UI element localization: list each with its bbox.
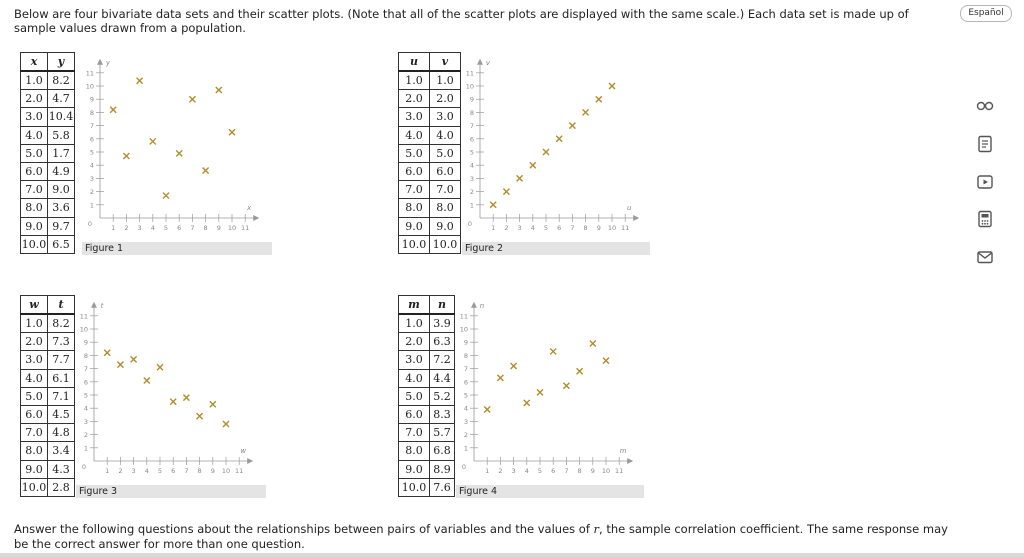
data-point (484, 407, 490, 413)
data-table-2 (398, 52, 461, 254)
x-tick-label: 5 (537, 467, 543, 475)
table-cell: 8.0 (430, 199, 461, 217)
table-cell: 5.0 (399, 144, 430, 162)
table-cell: 4.7 (48, 90, 75, 108)
data-point (144, 377, 150, 383)
x-tick-label: 2 (118, 467, 123, 475)
origin-label: 0 (81, 463, 87, 471)
video-icon[interactable] (975, 172, 995, 192)
table-cell: 9.0 (399, 217, 430, 235)
y-tick-label: 3 (83, 417, 88, 426)
table-cell: 3.0 (21, 108, 48, 126)
r-symbol: r (593, 522, 600, 536)
table-cell: 4.0 (21, 369, 48, 387)
x-tick-label: 1 (485, 467, 490, 475)
table-cell: 7.1 (48, 387, 75, 405)
table-cell: 5.0 (21, 387, 48, 405)
table-cell: 3.0 (430, 108, 461, 126)
data-point (583, 109, 589, 115)
data-point (490, 202, 496, 208)
table-cell: 9.0 (21, 460, 48, 478)
table-cell: 5.0 (399, 387, 430, 405)
x-tick-label: 6 (557, 224, 562, 232)
table-cell: 8.0 (21, 442, 48, 460)
table-cell: 4.8 (48, 424, 75, 442)
data-point (137, 78, 143, 84)
y-tick-label: 6 (83, 378, 88, 387)
x-tick-label: 7 (564, 467, 569, 475)
y-tick-label: 2 (83, 431, 88, 440)
y-tick-label: 10 (79, 325, 88, 334)
table-cell: 8.0 (21, 199, 48, 217)
table-cell: 4.4 (430, 369, 455, 387)
y-tick-label: 6 (469, 135, 474, 144)
scatter-plot-4 (454, 297, 654, 483)
x-tick-label: 4 (524, 467, 529, 475)
table-cell: 1.0 (21, 71, 48, 90)
y-tick-label: 7 (83, 365, 88, 374)
table-cell: 1.7 (48, 144, 75, 162)
x-tick-label: 3 (131, 467, 136, 475)
y-tick-label: 2 (469, 188, 474, 197)
table-cell: 10.0 (430, 235, 461, 253)
table-cell: 4.3 (48, 460, 75, 478)
table-cell: 5.7 (430, 424, 455, 442)
table-cell: 2.0 (430, 90, 461, 108)
x-tick-label: 6 (177, 224, 182, 232)
y-tick-label: 8 (463, 351, 468, 360)
y-tick-label: 2 (89, 188, 94, 197)
data-set-3 (20, 295, 272, 501)
x-tick-label: 8 (197, 467, 202, 475)
x-tick-label: 7 (570, 224, 575, 232)
data-set-1 (20, 52, 272, 258)
x-tick-label: 6 (551, 467, 556, 475)
y-tick-label: 5 (463, 391, 468, 400)
table-header-w: w (21, 296, 48, 315)
table-cell: 10.0 (399, 478, 430, 496)
y-axis-label: t (100, 301, 104, 310)
x-tick-label: 5 (157, 467, 163, 475)
table-cell: 5.0 (430, 144, 461, 162)
x-tick-label: 8 (577, 467, 582, 475)
y-tick-label: 1 (83, 444, 88, 453)
table-cell: 6.0 (399, 405, 430, 423)
table-cell: 7.2 (430, 351, 455, 369)
table-cell: 8.9 (430, 460, 455, 478)
x-axis-arrow (247, 458, 253, 464)
y-tick-label: 5 (89, 148, 94, 157)
table-cell: 3.0 (399, 108, 430, 126)
y-axis-arrow (97, 59, 103, 65)
x-tick-label: 11 (621, 224, 630, 232)
table-cell: 7.0 (399, 181, 430, 199)
y-tick-label: 3 (469, 174, 474, 183)
table-cell: 8.3 (430, 405, 455, 423)
data-point (596, 96, 602, 102)
table-cell: 5.8 (48, 126, 75, 144)
x-axis-label: x (247, 204, 252, 212)
espanol-button[interactable]: Español (960, 5, 1012, 22)
table-cell: 2.0 (399, 333, 430, 351)
data-point (569, 123, 575, 129)
figure-label-4: Figure 4 (456, 485, 644, 498)
table-cell: 1.0 (430, 71, 461, 90)
data-point (577, 368, 583, 374)
x-axis-arrow (627, 458, 633, 464)
figure-label-1: Figure 1 (82, 242, 272, 255)
glasses-icon[interactable] (975, 96, 995, 116)
table-cell: 2.0 (21, 333, 48, 351)
y-tick-label: 11 (79, 312, 88, 321)
data-point (609, 83, 615, 89)
table-cell: 3.0 (21, 351, 48, 369)
x-tick-label: 5 (543, 224, 549, 232)
table-cell: 7.6 (430, 478, 455, 496)
data-point (497, 375, 503, 381)
data-point (131, 356, 137, 362)
table-cell: 8.2 (48, 71, 75, 90)
y-tick-label: 4 (463, 404, 468, 413)
table-cell: 1.0 (399, 314, 430, 333)
table-header-m: m (399, 296, 430, 315)
table-cell: 4.0 (430, 126, 461, 144)
data-point (603, 358, 609, 364)
x-tick-label: 10 (221, 467, 231, 475)
instructions-text-start: Answer the following questions about the relationships between pairs of variables and the values of (14, 522, 594, 536)
table-cell: 9.0 (399, 460, 430, 478)
y-tick-label: 2 (463, 431, 468, 440)
y-tick-label: 10 (465, 82, 474, 91)
table-cell: 3.0 (399, 351, 430, 369)
table-cell: 4.0 (399, 126, 430, 144)
y-axis-arrow (471, 302, 477, 308)
x-tick-label: 6 (171, 467, 176, 475)
data-point (543, 149, 549, 155)
table-cell: 6.0 (21, 405, 48, 423)
table-cell: 4.5 (48, 405, 75, 423)
data-set-4 (398, 295, 650, 501)
table-header-u: u (399, 53, 430, 72)
y-tick-label: 8 (89, 108, 94, 117)
x-tick-label: 2 (504, 224, 509, 232)
data-table-1 (20, 52, 75, 254)
x-tick-label: 11 (241, 224, 250, 232)
data-point (590, 341, 596, 347)
scatter-plot-3 (74, 297, 274, 483)
y-tick-label: 7 (463, 365, 468, 374)
data-table-3 (20, 295, 75, 497)
scatter-plot-2 (460, 54, 660, 240)
y-tick-label: 1 (469, 201, 474, 210)
bottom-divider (0, 553, 1024, 557)
table-cell: 1.0 (399, 71, 430, 90)
x-tick-label: 8 (203, 224, 208, 232)
table-cell: 1.0 (21, 314, 48, 333)
intro-text: Below are four bivariate data sets and their scatter plots. (Note that all of the scatter plots are displayed with the same scale.) Each data set is made up of sample values drawn from a population. (14, 7, 909, 35)
x-tick-label: 10 (227, 224, 237, 232)
data-point (229, 129, 235, 135)
y-tick-label: 5 (83, 391, 88, 400)
data-point (524, 400, 530, 406)
y-axis-label: n (479, 301, 485, 310)
instructions-text (14, 522, 954, 552)
y-tick-label: 8 (469, 108, 474, 117)
table-cell: 2.8 (48, 478, 75, 496)
notes-icon[interactable] (975, 134, 995, 154)
data-point (189, 96, 195, 102)
data-point (530, 162, 536, 168)
table-cell: 5.0 (21, 144, 48, 162)
x-tick-label: 7 (184, 467, 189, 475)
table-cell: 10.4 (48, 108, 75, 126)
x-axis-label: m (619, 447, 627, 455)
y-tick-label: 11 (465, 69, 474, 78)
x-tick-label: 1 (105, 467, 110, 475)
data-point (110, 107, 116, 113)
x-tick-label: 4 (150, 224, 155, 232)
x-axis-label: u (626, 204, 632, 212)
table-cell: 4.0 (399, 369, 430, 387)
table-header-v: v (430, 53, 461, 72)
data-table-4 (398, 295, 455, 497)
y-tick-label: 4 (83, 404, 88, 413)
x-tick-label: 4 (144, 467, 149, 475)
table-cell: 6.0 (399, 162, 430, 180)
table-cell: 2.0 (399, 90, 430, 108)
origin-label: 0 (87, 220, 93, 228)
calculator-icon[interactable] (975, 209, 995, 229)
y-tick-label: 9 (89, 95, 94, 104)
table-cell: 6.0 (430, 162, 461, 180)
data-point (163, 193, 169, 199)
y-tick-label: 9 (463, 338, 468, 347)
data-point (123, 153, 129, 159)
y-tick-label: 10 (459, 325, 468, 334)
data-point (550, 348, 556, 354)
data-set-2 (398, 52, 650, 258)
data-point (176, 150, 182, 156)
table-header-t: t (48, 296, 75, 315)
figure-label-3: Figure 3 (76, 485, 266, 498)
data-point (150, 138, 156, 144)
origin-label: 0 (461, 463, 467, 471)
scatter-plot-1 (80, 54, 280, 240)
table-cell: 10.0 (399, 235, 430, 253)
table-cell: 10.0 (21, 235, 48, 253)
y-tick-label: 3 (89, 174, 94, 183)
x-tick-label: 9 (210, 467, 215, 475)
data-point (117, 362, 123, 368)
y-tick-label: 4 (89, 161, 94, 170)
x-tick-label: 4 (530, 224, 535, 232)
y-tick-label: 11 (459, 312, 468, 321)
table-cell: 7.3 (48, 333, 75, 351)
table-cell: 8.0 (399, 199, 430, 217)
data-point (183, 395, 189, 401)
x-tick-label: 11 (235, 467, 244, 475)
table-cell: 3.9 (430, 314, 455, 333)
table-cell: 6.1 (48, 369, 75, 387)
origin-label: 0 (467, 220, 473, 228)
table-cell: 7.0 (399, 424, 430, 442)
table-cell: 7.0 (21, 424, 48, 442)
x-tick-label: 11 (615, 467, 624, 475)
mail-icon[interactable] (975, 247, 995, 267)
data-point (511, 363, 517, 369)
x-tick-label: 2 (124, 224, 129, 232)
table-cell: 4.9 (48, 162, 75, 180)
y-tick-label: 7 (469, 122, 474, 131)
data-point (563, 383, 569, 389)
table-cell: 7.0 (21, 181, 48, 199)
table-cell: 2.0 (21, 90, 48, 108)
table-cell: 9.7 (48, 217, 75, 235)
table-cell: 7.0 (430, 181, 461, 199)
x-tick-label: 3 (511, 467, 516, 475)
data-point (537, 389, 543, 395)
x-tick-label: 3 (137, 224, 142, 232)
data-point (104, 350, 110, 356)
x-tick-label: 5 (163, 224, 169, 232)
table-header-n: n (430, 296, 455, 315)
y-tick-label: 4 (469, 161, 474, 170)
data-point (210, 401, 216, 407)
table-header-x: x (21, 53, 48, 72)
table-cell: 4.0 (21, 126, 48, 144)
table-cell: 6.5 (48, 235, 75, 253)
y-tick-label: 9 (83, 338, 88, 347)
x-tick-label: 9 (596, 224, 601, 232)
x-tick-label: 8 (583, 224, 588, 232)
table-cell: 3.4 (48, 442, 75, 460)
y-tick-label: 7 (89, 122, 94, 131)
data-point (556, 136, 562, 142)
y-tick-label: 6 (89, 135, 94, 144)
y-tick-label: 10 (85, 82, 94, 91)
y-tick-label: 8 (83, 351, 88, 360)
y-tick-label: 1 (89, 201, 94, 210)
data-point (216, 87, 222, 93)
table-cell: 9.0 (21, 217, 48, 235)
y-axis-label: y (105, 58, 111, 67)
x-tick-label: 9 (590, 467, 595, 475)
table-cell: 6.8 (430, 442, 455, 460)
x-tick-label: 7 (190, 224, 195, 232)
y-axis-label: v (485, 58, 491, 67)
y-tick-label: 5 (469, 148, 474, 157)
data-point (503, 189, 509, 195)
x-tick-label: 1 (491, 224, 496, 232)
table-cell: 8.0 (399, 442, 430, 460)
x-axis-arrow (253, 215, 259, 221)
y-tick-label: 3 (463, 417, 468, 426)
table-cell: 6.0 (21, 162, 48, 180)
data-point (517, 175, 523, 181)
x-tick-label: 10 (601, 467, 611, 475)
data-point (197, 413, 203, 419)
table-cell: 9.0 (430, 217, 461, 235)
figure-label-2: Figure 2 (462, 242, 650, 255)
table-cell: 7.7 (48, 351, 75, 369)
data-point (203, 167, 209, 173)
y-tick-label: 1 (463, 444, 468, 453)
y-tick-label: 9 (469, 95, 474, 104)
table-cell: 9.0 (48, 181, 75, 199)
table-header-y: y (48, 53, 75, 72)
x-tick-label: 1 (111, 224, 116, 232)
y-axis-arrow (477, 59, 483, 65)
data-point (157, 364, 163, 370)
y-tick-label: 6 (463, 378, 468, 387)
x-tick-label: 3 (517, 224, 522, 232)
table-cell: 3.6 (48, 199, 75, 217)
table-cell: 8.2 (48, 314, 75, 333)
x-tick-label: 2 (498, 467, 503, 475)
table-cell: 10.0 (21, 478, 48, 496)
data-point (223, 421, 229, 427)
x-tick-label: 9 (216, 224, 221, 232)
y-axis-arrow (91, 302, 97, 308)
table-cell: 6.3 (430, 333, 455, 351)
y-tick-label: 11 (85, 69, 94, 78)
x-axis-arrow (633, 215, 639, 221)
x-tick-label: 10 (607, 224, 617, 232)
x-axis-label: w (240, 447, 247, 455)
instructions-text-end: , the sample correlation coefficient. The same response may be the correct answer for more than one question. (14, 522, 948, 551)
table-cell: 5.2 (430, 387, 455, 405)
data-point (170, 399, 176, 405)
